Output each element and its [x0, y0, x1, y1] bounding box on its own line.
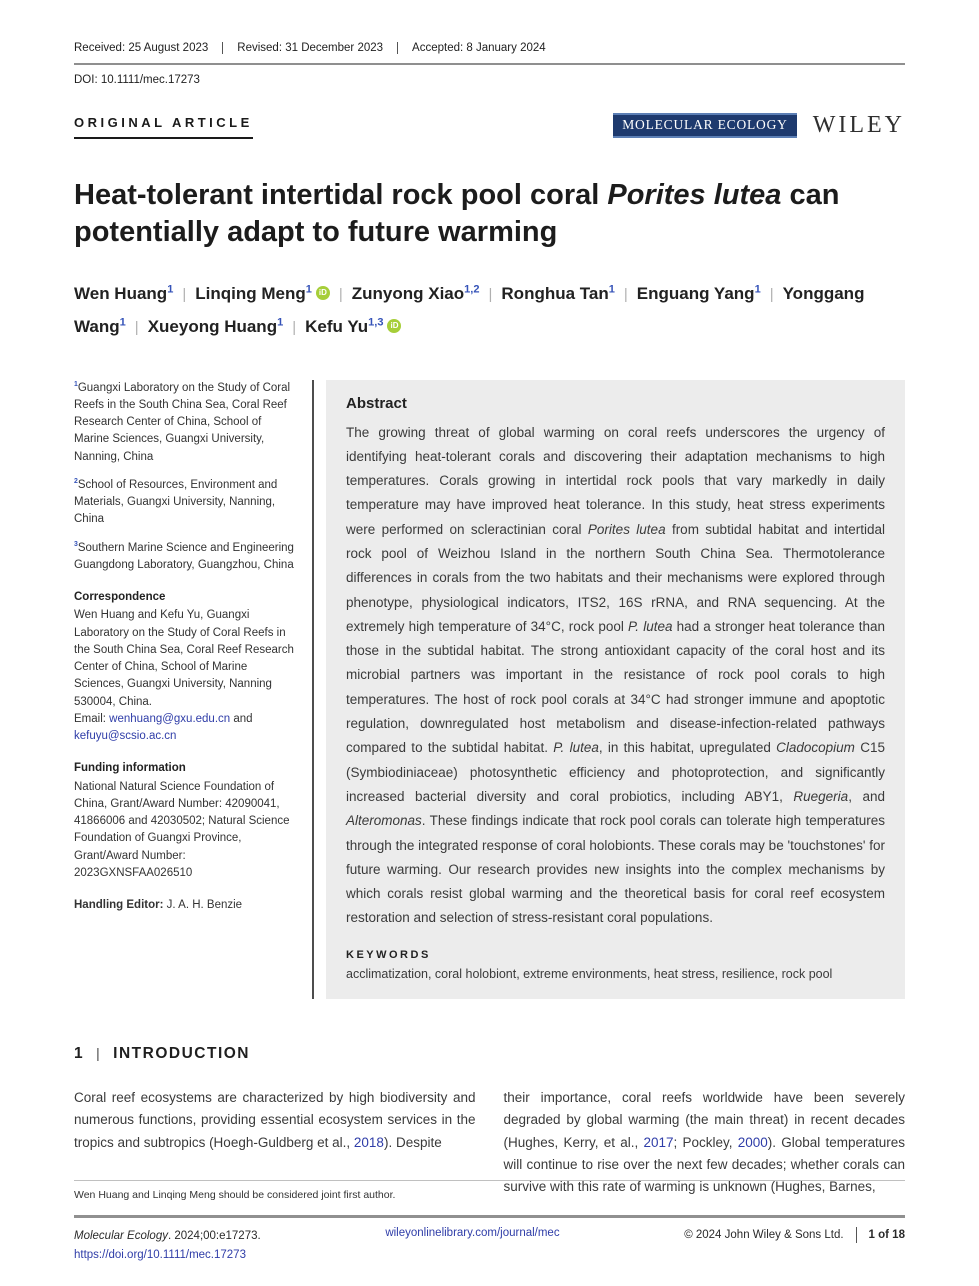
text-segment: 1: [119, 316, 126, 329]
sidebar-divider: [312, 380, 314, 999]
correspondence-text: [74, 607, 299, 745]
inline-link[interactable]: kefuyu@scsio.ac.cn: [74, 730, 177, 742]
text-segment: C15 (Symbiodiniaceae) photosynthetic efficiency and photoprotection, and significantly increased bacterial diversity and coral probiotics, including ABY1,: [346, 740, 885, 804]
footer-divider: [856, 1227, 857, 1243]
text-segment: 1: [74, 380, 78, 388]
separator: |: [623, 286, 628, 304]
text-segment: 3: [74, 540, 78, 548]
text-segment: Heat-tolerant intertidal rock pool coral: [74, 179, 608, 211]
inline-link[interactable]: 2017: [643, 1134, 674, 1150]
article-type-label: ORIGINAL ARTICLE: [74, 115, 253, 139]
authors-line: [74, 277, 904, 343]
text-segment: their importance, coral reefs worldwide have been severely degraded by global warming (the main threat) in recent decades (Hughes, Kerry, et al.,: [503, 1089, 905, 1150]
text-segment: Alteromonas: [346, 813, 422, 829]
keywords-heading: KEYWORDS: [346, 948, 431, 961]
handling-editor: [74, 897, 299, 914]
sidebar: [74, 380, 312, 999]
affiliation-3: [74, 540, 299, 575]
text-segment: . 2024;00:e17273.: [167, 1229, 261, 1242]
wiley-logo: WILEY: [812, 112, 905, 138]
text-segment: Yonggang Wang: [74, 284, 865, 337]
footer-doi-link: [74, 1246, 261, 1266]
separator: |: [292, 319, 297, 337]
text-segment: Zunyong Xiao: [351, 284, 465, 304]
footer-page-number: 1 of 18: [868, 1228, 905, 1241]
text-segment: can potentially adapt to future warming: [74, 179, 840, 249]
text-segment: Enguang Yang: [636, 284, 755, 304]
text-segment: INTRODUCTION: [113, 1044, 250, 1062]
text-segment: J. A. H. Benzie: [166, 899, 243, 911]
affiliation-1: [74, 380, 299, 466]
separator: |: [769, 286, 774, 304]
text-segment: . These findings indicate that rock pool corals can tolerate high temperatures through the integrated response of coral holobionts. These corals may be 'touchstones' for future warming. Our research provides new insights into the complex mechanisms by which corals resist global warming and the theoretical basis for coral reef ecosystem restoration and selection of stress-resistant coral populations.: [346, 813, 885, 926]
inline-link[interactable]: 2000: [737, 1134, 768, 1150]
text-segment: School of Resources, Environment and Materials, Guangxi University, Nanning, China: [74, 478, 278, 526]
text-segment: Cladocopium: [776, 740, 855, 756]
journal-logos: [613, 112, 905, 139]
molecular-ecology-badge: MOLECULAR ECOLOGY: [613, 113, 796, 138]
footer-bar: [74, 1215, 905, 1266]
separator: |: [182, 286, 187, 304]
abstract-panel: [326, 380, 905, 999]
text-segment: 1: [754, 283, 761, 296]
text-segment: Wen Huang and Kefu Yu, Guangxi Laboratory on the Study of Coral Reefs in the South China Sea, Coral Reef Research Center of China, School of Marine Sciences, Guangxi University, Nanning 530004, China.: [74, 609, 294, 708]
separator: |: [488, 286, 493, 304]
text-segment: 1: [277, 316, 284, 329]
footnote-text: Wen Huang and Linqing Meng should be considered joint first author.: [74, 1180, 905, 1201]
text-segment: P. lutea: [553, 740, 599, 756]
text-segment: Guangxi Laboratory on the Study of Coral Reefs in the South China Sea, Coral Reef Research Center of China, School of Marine Sciences, Guangxi University, Nanning, China: [74, 381, 291, 463]
text-segment: from subtidal habitat and intertidal rock pool of Weizhou Island in the northern South China Sea. Thermotolerance differences in corals from the two habitats and their mechanisms were explored through phenotype, physiological indicators, ITS2, 16S rRNA, and RNA sequencing. At the extremely high temperature of 34°C, rock pool: [346, 521, 886, 634]
text-segment: ). Global temperatures will continue to rise over the next few decades; whether corals can survive with this rate of warming is unknown (Hughes, Barnes,: [503, 1134, 905, 1195]
text-segment: Porites lutea: [587, 521, 666, 537]
text-segment: The growing threat of global warming on coral reefs underscores the urgency of identifying heat-tolerant corals and discovering their adaptation mechanisms to high temperatures. Corals growing in intertidal rock pools that vary markedly in daily temperature may have improved heat tolerance. In this study, heat stress experiments were performed on scleractinian coral: [346, 424, 885, 537]
text-segment: had a stronger heat tolerance than those in the subtidal habitat. The strong antioxidant capacity of the coral host and its microbial partners was important in the resistance of rock pool corals to high temperatures. The host of rock pool corals at 34°C had stronger immune and apoptotic regulation, downregulated host metabolism and disease-infection-related pathways compared to the subtidal habitat.: [346, 618, 885, 756]
introduction-section: [74, 1045, 905, 1199]
doi-text: DOI: 10.1111/mec.17273: [74, 74, 200, 86]
affiliation-2: [74, 477, 299, 529]
text-segment: Porites lutea: [607, 179, 782, 211]
inline-link[interactable]: wenhuang@gxu.edu.cn: [109, 712, 231, 725]
text-segment: 1,3: [368, 316, 384, 329]
revised-date: Revised: 31 December 2023: [222, 42, 397, 54]
text-segment: and: [230, 712, 253, 725]
separator: |: [338, 286, 343, 304]
text-segment: Molecular Ecology: [74, 1229, 168, 1242]
inline-link[interactable]: https://doi.org/10.1111/mec.17273: [74, 1249, 246, 1262]
text-segment: 1: [608, 283, 615, 296]
footer-right-group: [684, 1227, 905, 1243]
text-segment: , and: [848, 788, 885, 804]
inline-link[interactable]: wileyonlinelibrary.com/journal/mec: [385, 1226, 560, 1239]
funding-heading: Funding information: [74, 762, 186, 775]
text-segment: 2: [74, 477, 78, 485]
page-bottom: [74, 1180, 905, 1266]
text-segment: Coral reef ecosystems are characterized by high biodiversity and numerous functions, providing essential ecosystem services in the tropics and subtropics (Hoegh-Guldberg et al.,: [74, 1089, 476, 1150]
text-segment: ). Despite: [383, 1134, 442, 1150]
inline-link[interactable]: 2018: [353, 1134, 384, 1150]
text-segment: , in this habitat, upregulated: [598, 740, 777, 756]
funding-text: National Natural Science Foundation of China, Grant/Award Number: 42090041, 41866006 and 42030502; Natural Science Foundation of Guangxi Province, Grant/Award Number: 2023GXNSFAA026510: [74, 780, 290, 879]
text-segment: 1,2: [464, 283, 480, 296]
footer-journal-info: [74, 1227, 261, 1266]
text-segment: Linqing Meng: [195, 284, 306, 304]
received-date: Received: 25 August 2023: [74, 42, 209, 54]
header-meta-row: [74, 42, 905, 65]
text-segment: Xueyong Huang: [147, 317, 278, 337]
paper-title: [74, 177, 894, 251]
text-segment: Ronghua Tan: [501, 284, 609, 304]
text-segment: Wen Huang: [74, 284, 168, 304]
orcid-icon[interactable]: iD: [387, 319, 401, 333]
abstract-heading: Abstract: [346, 394, 407, 412]
footer-journal-link: [385, 1227, 559, 1239]
footer-citation: [74, 1227, 261, 1247]
separator: |: [96, 1045, 102, 1061]
text-segment: P. lutea: [628, 618, 673, 634]
text-segment: Kefu Yu: [305, 317, 369, 337]
accepted-date: Accepted: 8 January 2024: [397, 42, 560, 54]
article-type-row: [74, 112, 905, 139]
text-segment: Email:: [74, 712, 110, 725]
text-segment: Southern Marine Science and Engineering Guangdong Laboratory, Guangzhou, China: [74, 541, 294, 571]
text-segment: 1: [305, 283, 312, 296]
separator: |: [134, 319, 139, 337]
text-segment: ; Pockley,: [673, 1134, 738, 1150]
abstract-text: [346, 421, 885, 931]
text-segment: Ruegeria: [793, 788, 849, 804]
keywords-text: acclimatization, coral holobiont, extreme environments, heat stress, resilience, rock pool: [346, 966, 833, 981]
footer-copyright: © 2024 John Wiley & Sons Ltd.: [684, 1228, 844, 1241]
text-segment: Handling Editor:: [74, 899, 167, 911]
section-heading-introduction: [74, 1045, 905, 1063]
main-content: [74, 380, 905, 999]
orcid-icon[interactable]: iD: [316, 286, 330, 300]
text-segment: 1: [74, 1044, 85, 1062]
correspondence-heading: Correspondence: [74, 591, 166, 603]
text-segment: 1: [167, 283, 174, 296]
